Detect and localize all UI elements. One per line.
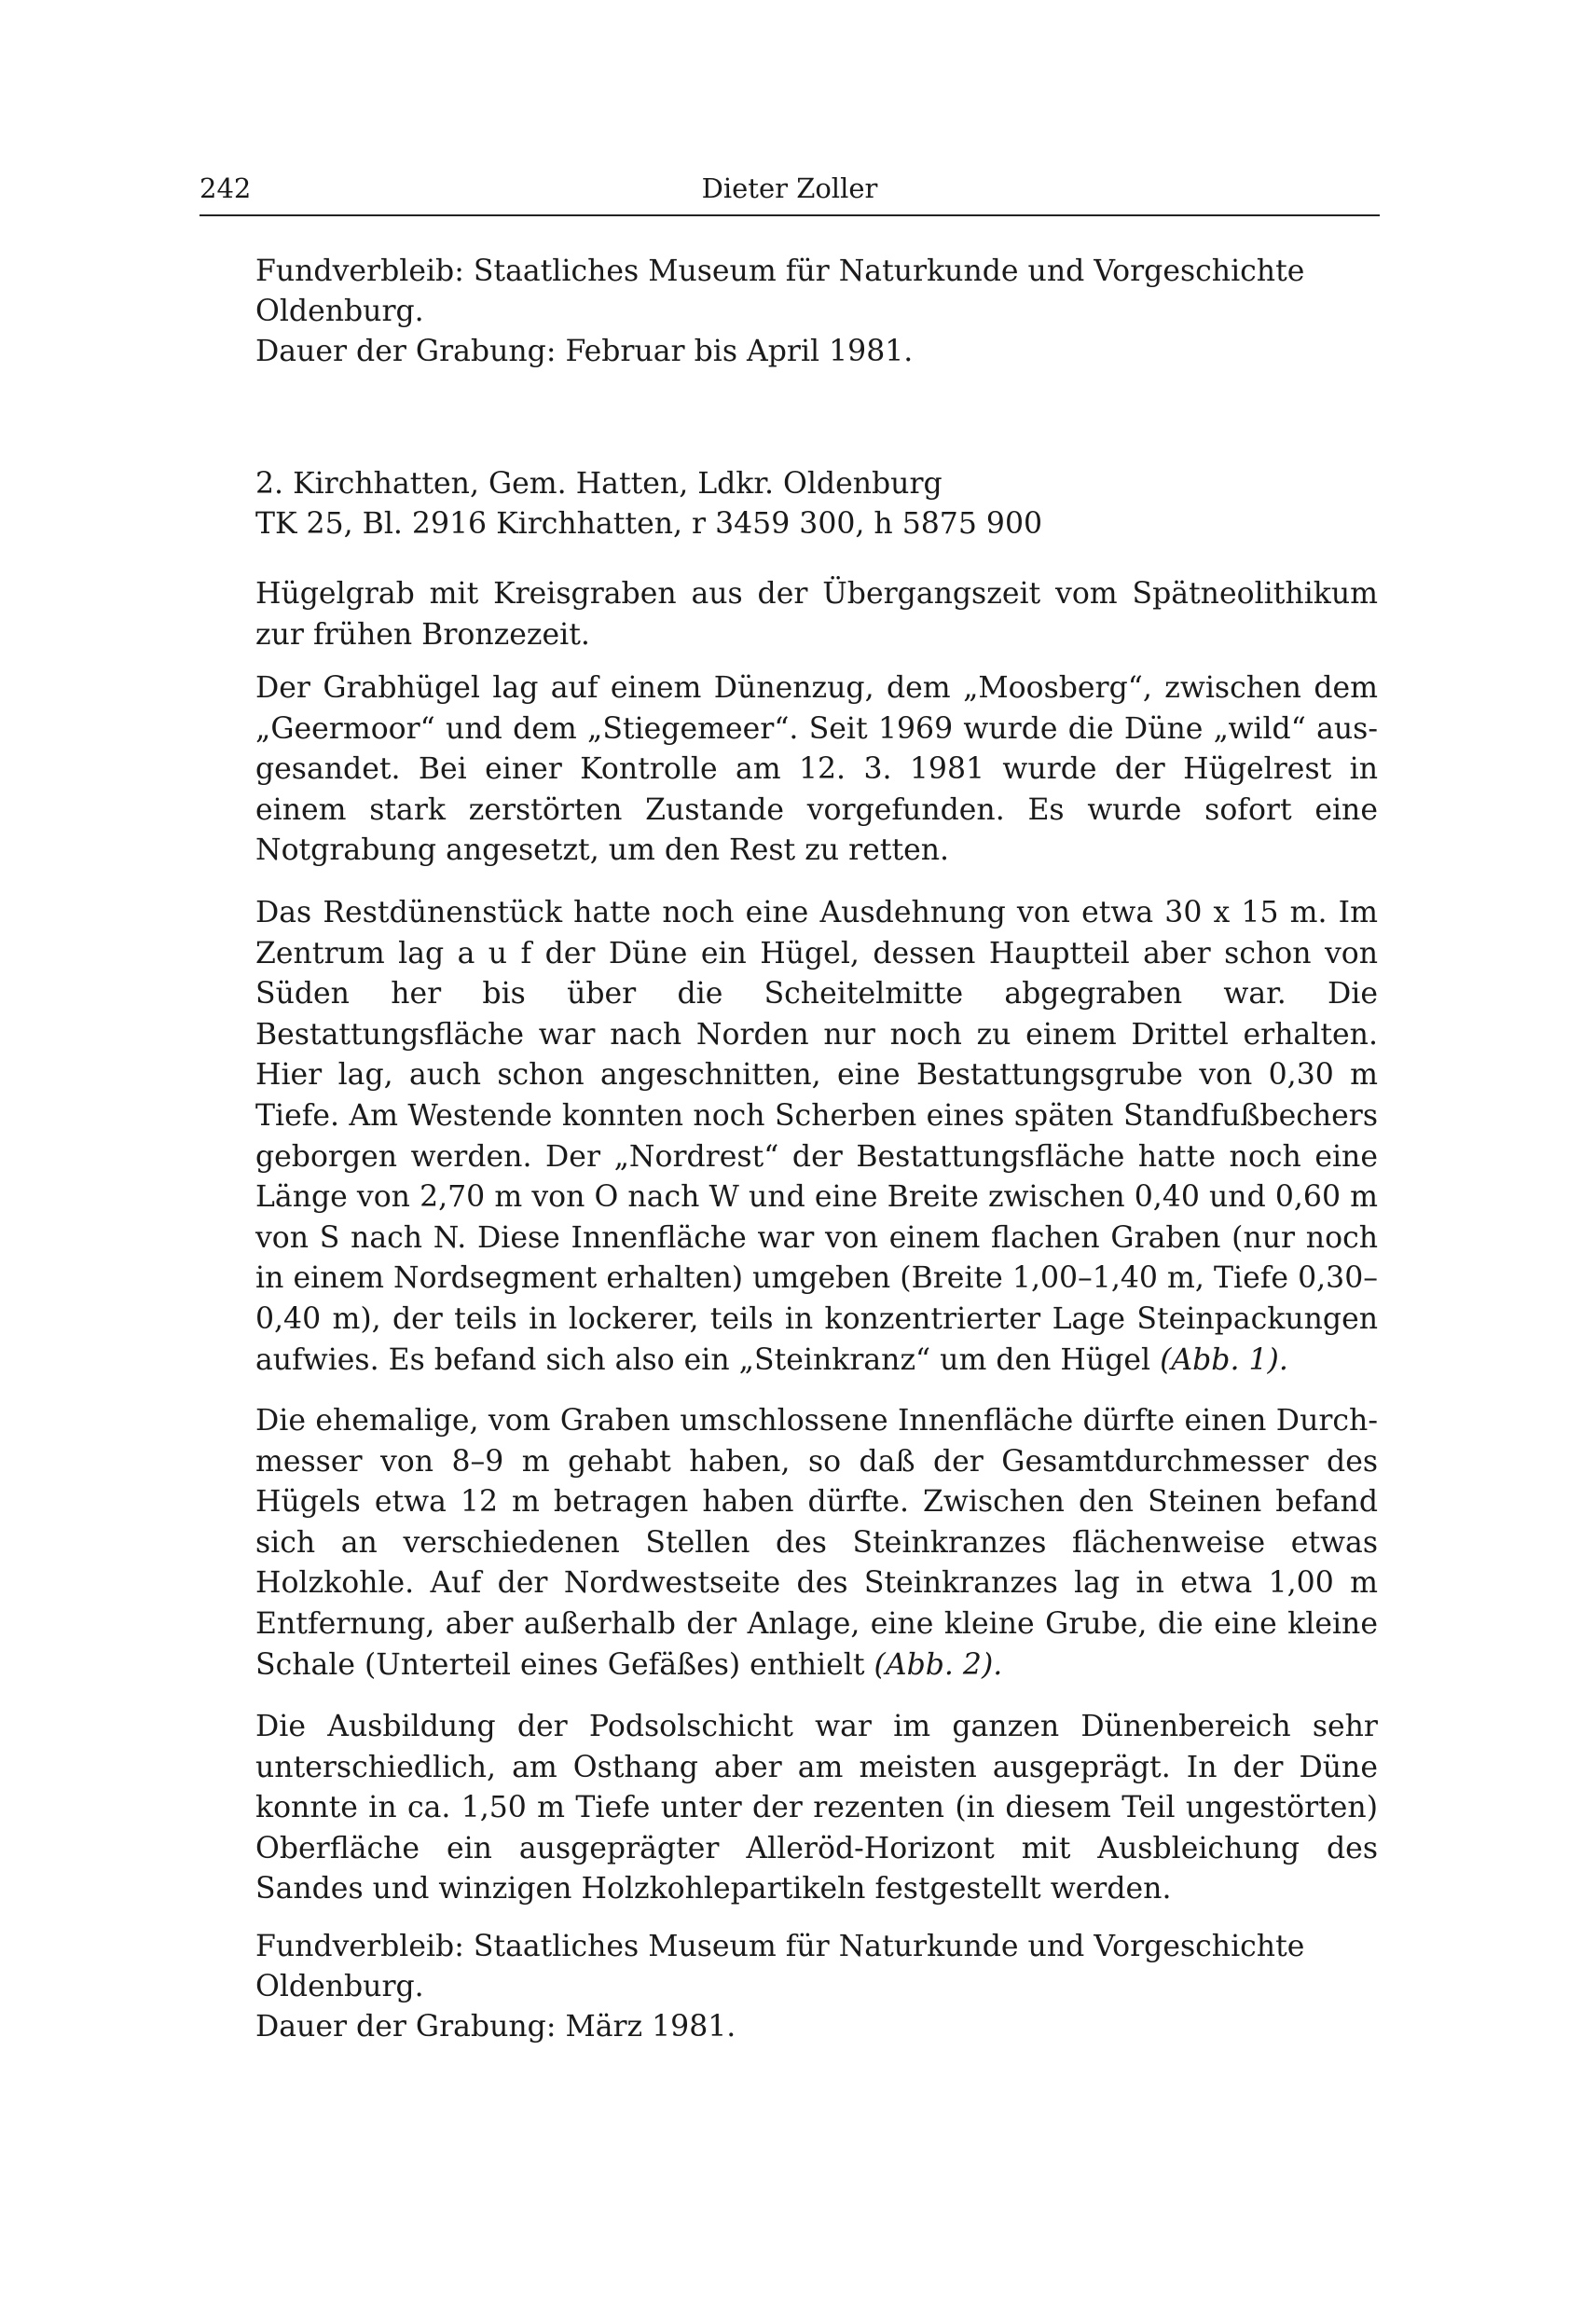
paragraph [255, 1401, 1378, 1686]
text-line: Oldenburg. [255, 1970, 424, 2003]
paragraph: Der Grabhügel lag auf einem Dünenzug, dem „Moosberg“, zwischen dem „Geermoor“ und dem „Stiegemeer“. Seit 1969 wurde die Düne „wild“ ausgesandet. Bei einer Kontrolle am 12. 3. 1981 wurde der Hügelrest in einem stark zerstörten Zustande vorgefunden. Es wurde sofort eine Notgrabung angesetzt, um den Rest zu retten. [255, 671, 1378, 868]
figure-reference: (Abb. 2). [874, 1647, 1003, 1682]
text-line: Dauer der Grabung: Februar bis April 1981. [255, 335, 914, 368]
figure-reference: (Abb. 1). [1160, 1342, 1288, 1377]
paragraph: Die Ausbildung der Podsolschicht war im ganzen Dünenbereich sehr unterschiedlich, am Osthang aber am meisten ausgeprägt. In der Düne konnte in ca. 1,50 m Tiefe unter der rezenten (in diesem Teil ungestörten) Oberfläche ein ausgeprägter Alleröd-Horizont mit Ausbleichung des Sandes und winzigen Holzkohlepartikeln festgestellt werden. [255, 1710, 1378, 1906]
site-heading [255, 464, 1378, 544]
author-name: Dieter Zoller [701, 172, 878, 204]
running-head [200, 170, 1380, 216]
page-number: 242 [200, 172, 252, 204]
text-line: Fundverbleib: Staatliches Museum für Naturkunde und Vorgeschichte [255, 255, 1305, 288]
paragraph-text: Das Restdünenstück hatte noch eine Ausdehnung von etwa 30 x 15 m. Im Zentrum lag a u f der Düne ein Hügel, dessen Hauptteil aber schon von Süden her bis über die Scheitelmitte abgegraben war. Die Bestattungsfläche war nach Norden nur noch zu einem Drittel erhalten. Hier lag, auch schon angeschnitten, eine Bestattungsgrube von 0,30 m Tiefe. Am Westende konnten noch Scherben eines späten Standfußbechers geborgen werden. Der „Nordrest“ der Bestattungsfläche hatte noch eine Länge von 2,70 m von O nach W und eine Breite zwischen 0,40 und 0,60 m von S nach N. Diese Innenfläche war von einem flachen Graben (nur noch in einem Nordsegment erhalten) umgeben (Breite 1,00–1,40 m, Tiefe 0,30–0,40 m), der teils in lockerer, teils in konzentrierter Lage Steinpackungen aufwies. Es befand sich also ein „Steinkranz“ um den Hügel [255, 896, 1378, 1377]
text-line: Fundverbleib: Staatliches Museum für Naturkunde und Vorgeschichte [255, 1930, 1305, 1963]
map-reference: TK 25, Bl. 2916 Kirchhatten, r 3459 300, h 5875 900 [255, 507, 1043, 541]
paragraph [255, 893, 1378, 1381]
site-title: 2. Kirchhatten, Gem. Hatten, Ldkr. Oldenburg [255, 467, 942, 501]
paragraph: Hügelgrab mit Kreisgraben aus der Übergangszeit vom Spätneolithikum zur frühen Bronzezeit. [255, 577, 1378, 652]
paragraph-text: Die ehemalige, vom Graben umschlossene Innenfläche dürfte einen Durchmesser von 8–9 m gehabt haben, so daß der Gesamtdurchmesser des Hügels etwa 12 m betragen haben dürfte. Zwischen den Steinen befand sich an verschiedenen Stellen des Steinkranzes flächenweise etwas Holzkohle. Auf der Nordwestseite des Steinkranzes lag in etwa 1,00 m Entfernung, aber außerhalb der Anlage, eine kleine Grube, die eine kleine Schale (Unterteil eines Gefäßes) enthielt [255, 1404, 1378, 1682]
text-line: Oldenburg. [255, 295, 424, 328]
fundverbleib-block-1 [255, 252, 1378, 372]
text-line: Dauer der Grabung: März 1981. [255, 2010, 736, 2044]
fundverbleib-block-2 [255, 1927, 1378, 2047]
